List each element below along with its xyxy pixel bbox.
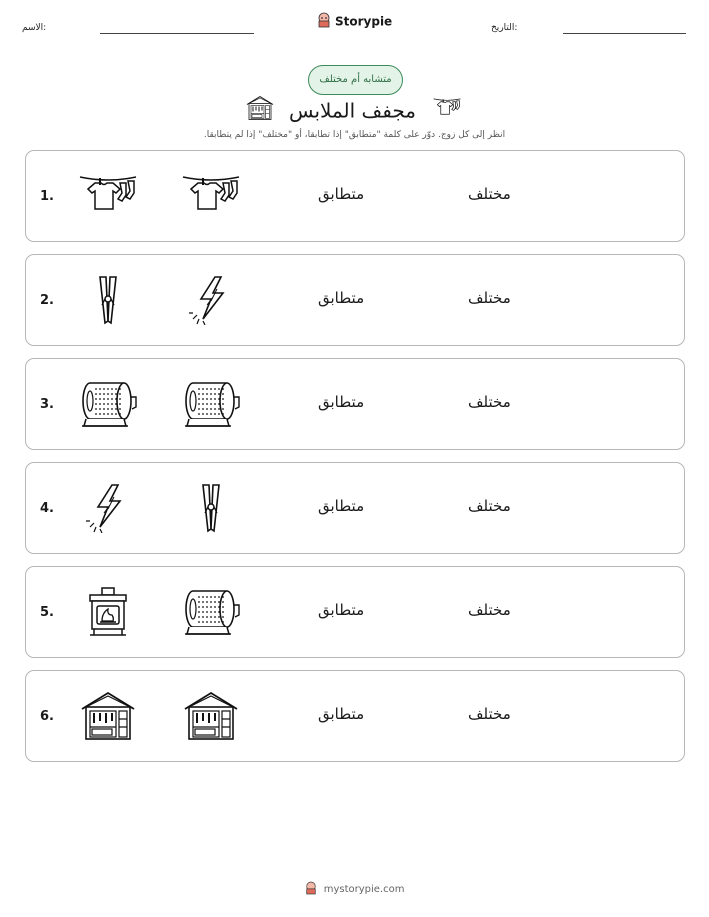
option-different[interactable]: مختلف xyxy=(468,497,511,515)
clothespin-icon xyxy=(181,483,241,533)
question-row xyxy=(25,566,685,658)
brand xyxy=(0,12,709,31)
instructions: انظر إلى كل زوج. دوّر على كلمة "متطابق" إذا تطابقا، أو "مختلف" إذا لم يتطابقا. xyxy=(203,130,506,140)
question-row xyxy=(25,358,685,450)
option-different[interactable]: مختلف xyxy=(468,289,511,307)
shed-icon xyxy=(181,691,241,741)
question-row xyxy=(25,670,685,762)
shed-icon xyxy=(78,691,138,741)
option-same[interactable]: متطابق xyxy=(318,601,365,619)
page-title xyxy=(0,94,709,127)
worksheet-type-badge: متشابه أم مختلف xyxy=(308,65,403,95)
question-number: 6. xyxy=(40,709,54,724)
question-row xyxy=(25,462,685,554)
option-different[interactable]: مختلف xyxy=(468,705,511,723)
clothesline-icon xyxy=(78,171,138,221)
dryer-drum-icon xyxy=(181,379,241,429)
footer xyxy=(0,881,709,898)
storypie-logo-icon xyxy=(305,881,317,898)
clothesline-icon xyxy=(181,171,241,221)
name-line[interactable] xyxy=(100,33,254,34)
storypie-logo-icon xyxy=(317,12,331,31)
option-same[interactable]: متطابق xyxy=(318,497,365,515)
question-number: 2. xyxy=(40,293,54,308)
dryer-drum-icon xyxy=(78,379,138,429)
lightning-icon xyxy=(78,483,138,533)
question-row xyxy=(25,254,685,346)
question-row xyxy=(25,150,685,242)
footer-url[interactable]: mystorypie.com xyxy=(323,884,405,895)
date-label: التاريخ: xyxy=(491,23,518,33)
title-text: مجفف الملابس xyxy=(288,98,416,123)
option-different[interactable]: مختلف xyxy=(468,393,511,411)
option-different[interactable]: مختلف xyxy=(468,185,511,203)
option-different[interactable]: مختلف xyxy=(468,601,511,619)
brand-name: Storypie xyxy=(334,14,393,29)
question-number: 3. xyxy=(40,397,54,412)
question-number: 5. xyxy=(40,605,54,620)
option-same[interactable]: متطابق xyxy=(318,705,365,723)
title-left-clothesline-icon xyxy=(430,96,464,125)
lightning-icon xyxy=(181,275,241,325)
question-number: 4. xyxy=(40,501,54,516)
question-number: 1. xyxy=(40,189,54,204)
option-same[interactable]: متطابق xyxy=(318,289,365,307)
stove-icon xyxy=(78,587,138,637)
clothespin-icon xyxy=(78,275,138,325)
title-right-shed-icon xyxy=(245,94,275,127)
option-same[interactable]: متطابق xyxy=(318,393,365,411)
date-line[interactable] xyxy=(563,33,686,34)
option-same[interactable]: متطابق xyxy=(318,185,365,203)
dryer-drum-icon xyxy=(181,587,241,637)
name-label: الاسم: xyxy=(22,23,47,33)
